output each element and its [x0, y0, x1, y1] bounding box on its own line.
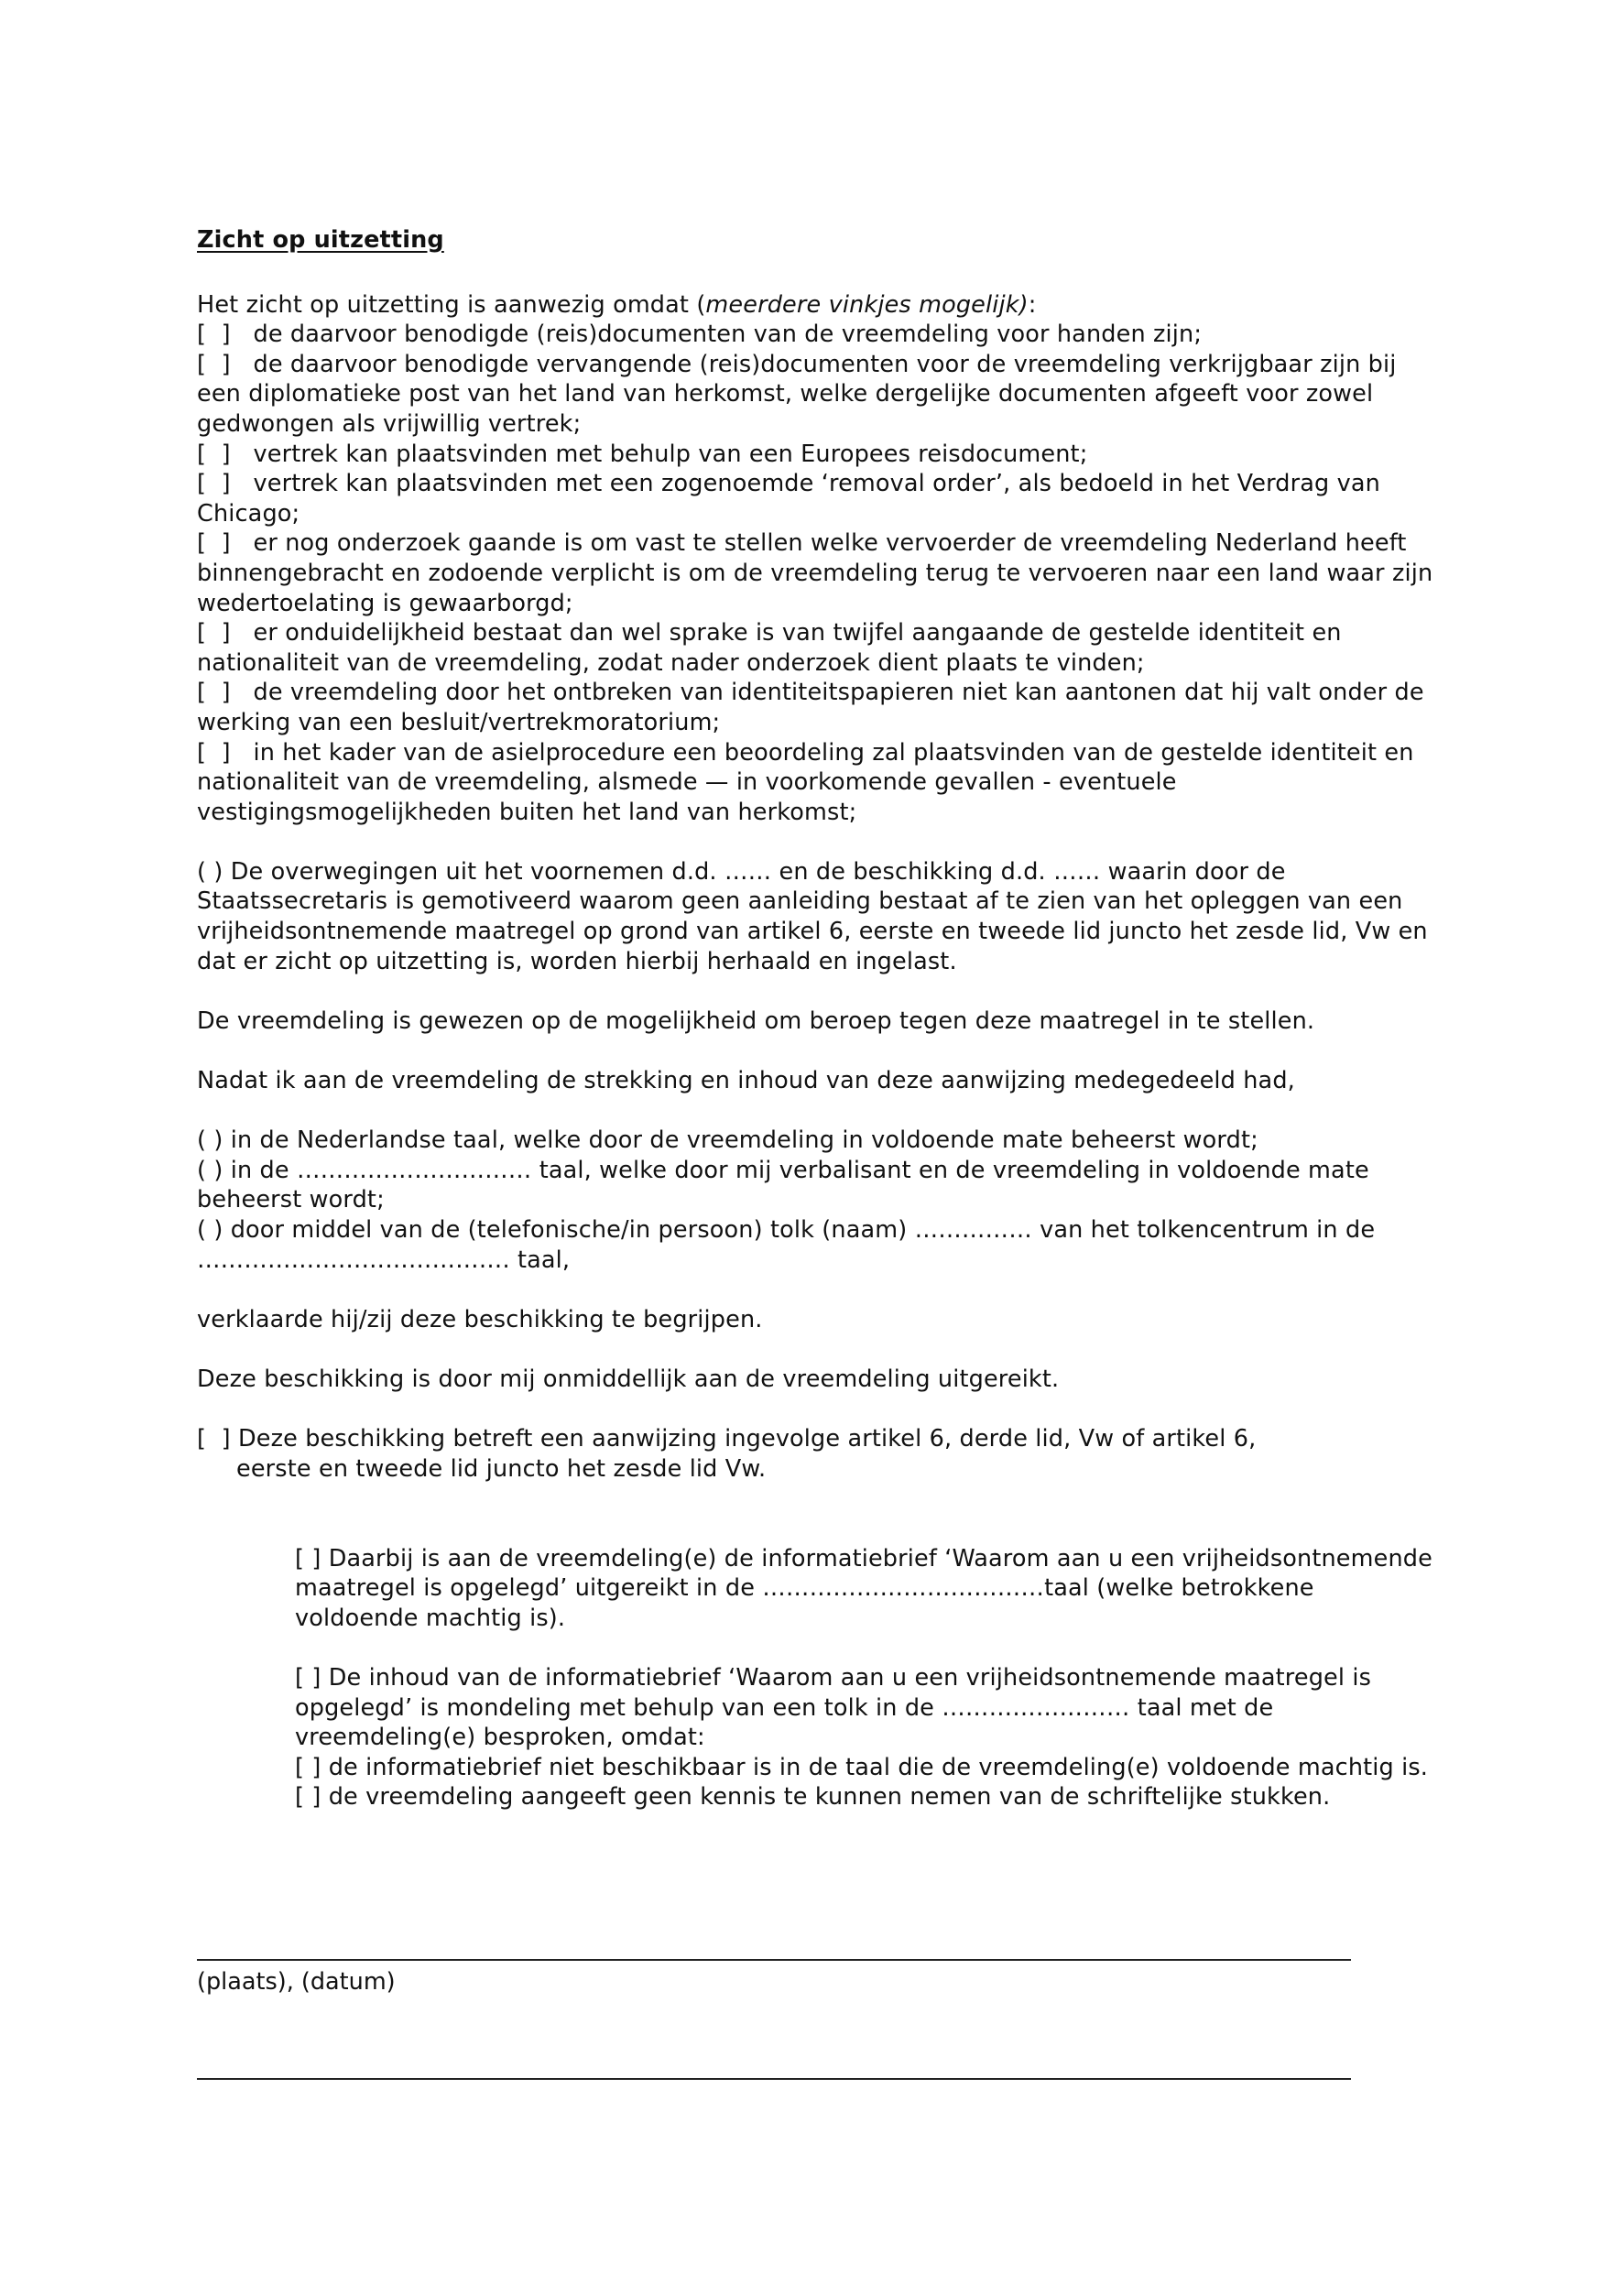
reason-text: er nog onderzoek gaande is om vast te stellen welke vervoerder de vreemdeling Nederland heeft binnengebracht en zodoende verplicht is om de vreemdeling terug te vervoeren naar een land waar zijn wedertoelating is gewaarborgd; — [197, 529, 1433, 617]
intro-lead: Het zicht op uitzetting is aanwezig omdat ( — [197, 290, 706, 319]
reason-text: de daarvoor benodigde vervangende (reis)documenten voor de vreemdeling verkrijgbaar zijn bij een diplomatieke post van het land van herkomst, welke dergelijke documenten afgeeft voor zowel gedwongen als vrijwillig vertrek; — [197, 350, 1397, 438]
aanwijzing-line1: Deze beschikking betreft een aanwijzing ingevolge artikel 6, derde lid, Vw of artikel 6, — [237, 1425, 1257, 1453]
beroep-text: De vreemdeling is gewezen op de mogelijkheid om beroep tegen deze maatregel in te stellen. — [197, 1007, 1315, 1035]
checkbox[interactable]: [ ] — [197, 1425, 238, 1453]
signature-line-place-date[interactable] — [197, 1959, 1351, 1961]
informatiebrief-block — [295, 1544, 1443, 1812]
verklaarde-text: verklaarde hij/zij deze beschikking te begrijpen. — [197, 1305, 763, 1333]
checkbox[interactable]: [ ] — [197, 619, 254, 647]
reason-text: in het kader van de asielprocedure een beoordeling zal plaatsvinden van de gestelde identiteit en nationaliteit van de vreemdeling, alsmede — in voorkomende gevallen - eventuele vestigingsmogelijkheden buiten het land van herkomst; — [197, 738, 1414, 826]
checkbox[interactable]: [ ] — [197, 529, 254, 558]
reason-text: vertrek kan plaatsvinden met een zogenoemde ‘removal order’, als bedoeld in het Verdrag van Chicago; — [197, 470, 1380, 528]
reason-item[interactable] — [197, 618, 1443, 678]
informatiebrief-mondeling-option[interactable]: [ ] De inhoud van de informatiebrief ‘Waarom aan u een vrijheidsontnemende maatregel is opgelegd’ is mondeling met behulp van een tolk in de …………………… taal met de vreemdeling(e) besproken, omdat: — [295, 1663, 1372, 1752]
checkbox[interactable]: [ ] — [197, 470, 254, 498]
reason-item[interactable] — [197, 320, 1443, 350]
language-option[interactable]: ( ) in de ………………………… taal, welke door mij verbalisant en de vreemdeling in voldoende mate beheerst wordt; — [197, 1156, 1369, 1214]
reason-text: vertrek kan plaatsvinden met behulp van een Europees reisdocument; — [253, 440, 1088, 468]
checkbox[interactable]: [ ] — [197, 679, 254, 707]
checkbox[interactable]: [ ] — [197, 738, 254, 767]
language-option[interactable]: ( ) door middel van de (telefonische/in persoon) tolk (naam) …………… van het tolkencentrum in de …………………………………. taal, — [197, 1216, 1376, 1274]
reason-text: de vreemdeling door het ontbreken van identiteitspapieren niet kan aantonen dat hij valt onder de werking van een besluit/vertrekmoratorium; — [197, 679, 1424, 736]
reason-item[interactable] — [197, 350, 1443, 440]
reason-item[interactable] — [197, 440, 1443, 470]
language-option[interactable]: ( ) in de Nederlandse taal, welke door de vreemdeling in voldoende mate beheerst wordt; — [197, 1126, 1258, 1155]
overwegingen-option[interactable]: ( ) De overwegingen uit het voornemen d.d. …… en de beschikking d.d. …… waarin door de Staatssecretaris is gemotiveerd waarom geen aanleiding bestaat af te zien van het opleggen van een vrijheidsontnemende maatregel op grond van artikel 6, eerste en tweede lid juncto het zesde lid, Vw en dat er zicht op uitzetting is, worden hierbij herhaald en ingelast. — [197, 857, 1428, 975]
informatiebrief-reason-option[interactable]: [ ] de vreemdeling aangeeft geen kennis te kunnen nemen van de schriftelijke stukken. — [295, 1783, 1331, 1812]
aanwijzing-line2: eerste en tweede lid juncto het zesde lid Vw. — [236, 1454, 767, 1483]
reason-item[interactable] — [197, 469, 1443, 528]
checkbox[interactable]: [ ] — [197, 321, 254, 349]
aanwijzing-option[interactable] — [197, 1424, 1443, 1454]
signature-line[interactable] — [197, 2078, 1351, 2080]
reason-text: de daarvoor benodigde (reis)documenten van de vreemdeling voor handen zijn; — [253, 321, 1203, 349]
reason-item[interactable] — [197, 738, 1443, 828]
checkbox[interactable]: [ ] — [197, 440, 254, 468]
section-title: Zicht op uitzetting — [197, 226, 444, 254]
reason-item[interactable] — [197, 678, 1443, 737]
reason-item[interactable] — [197, 528, 1443, 618]
nadat-text: Nadat ik aan de vreemdeling de strekking en inhoud van deze aanwijzing medegedeeld had, — [197, 1067, 1295, 1095]
intro-tail: : — [1028, 290, 1037, 319]
intro-text — [197, 290, 1443, 321]
informatiebrief-uitgereikt-option[interactable]: [ ] Daarbij is aan de vreemdeling(e) de informatiebrief ‘Waarom aan u een vrijheidsontnemende maatregel is opgelegd’ uitgereikt in de ………………………………taal (welke betrokkene voldoende machtig is). — [295, 1544, 1432, 1632]
checkbox[interactable]: [ ] — [197, 350, 254, 378]
informatiebrief-reason-option[interactable]: [ ] de informatiebrief niet beschikbaar is in de taal die de vreemdeling(e) voldoende machtig is. — [295, 1753, 1429, 1781]
uitgereikt-text: Deze beschikking is door mij onmiddellijk aan de vreemdeling uitgereikt. — [197, 1365, 1060, 1393]
document-page — [197, 225, 1443, 1812]
intro-italic-note: meerdere vinkjes mogelijk) — [705, 290, 1029, 319]
place-date-label: (plaats), (datum) — [197, 1968, 396, 1996]
reason-text: er onduidelijkheid bestaat dan wel sprake is van twijfel aangaande de gestelde identiteit en nationaliteit van de vreemdeling, zodat nader onderzoek dient plaats te vinden; — [197, 619, 1342, 677]
